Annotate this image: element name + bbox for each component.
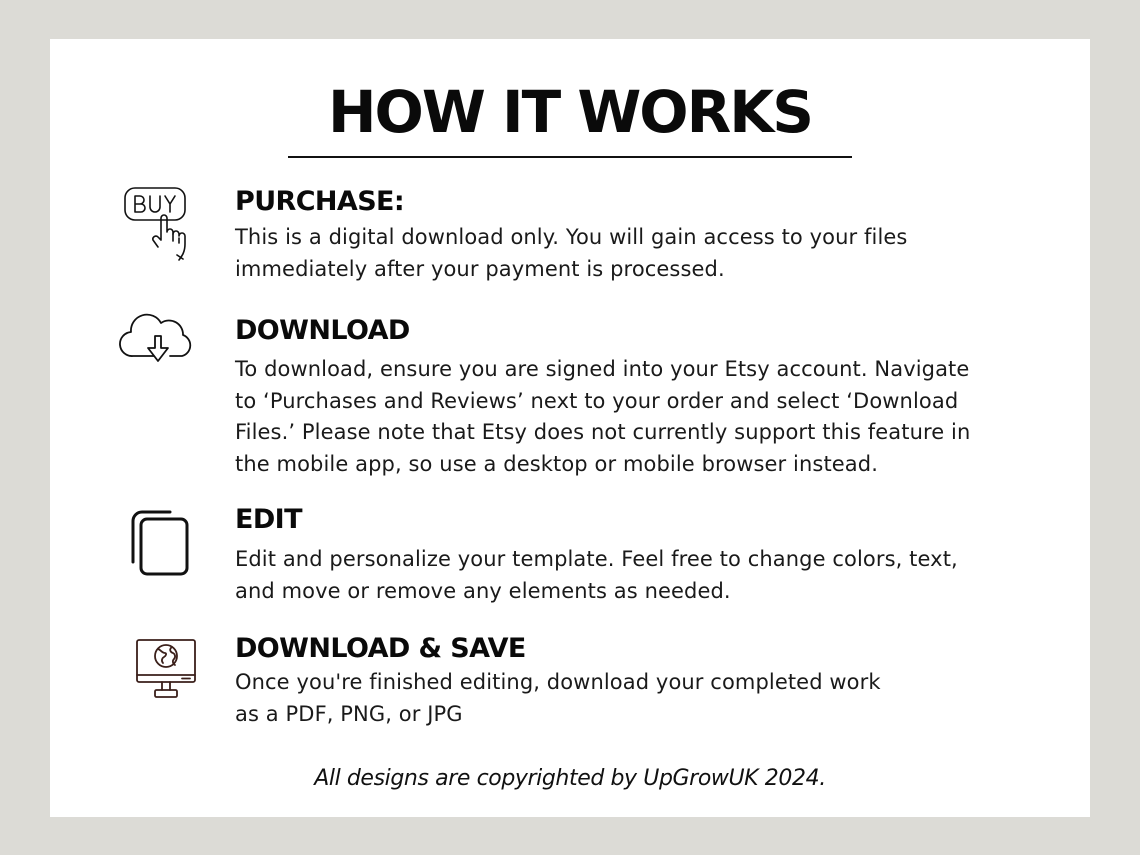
step-line: and move or remove any elements as needed. bbox=[235, 578, 731, 603]
step-line: To download, ensure you are signed into your Etsy account. Navigate bbox=[235, 357, 970, 381]
copyright-notice: All designs are copyrighted by UpGrowUK 2024. bbox=[314, 766, 826, 791]
cloud-download-icon bbox=[118, 311, 194, 367]
step-line: the mobile app, so use a desktop or mobile browser instead. bbox=[235, 451, 878, 476]
step-heading-download-save: DOWNLOAD & SAVE bbox=[235, 633, 526, 664]
step-heading-edit: EDIT bbox=[235, 504, 302, 535]
step-line: Files.’ Please note that Etsy does not currently support this feature in bbox=[235, 420, 971, 445]
step-line: immediately after your payment is processed. bbox=[235, 256, 725, 281]
step-line: to ‘Purchases and Reviews’ next to your order and select ‘Download bbox=[235, 388, 959, 413]
step-text-download-save bbox=[235, 667, 881, 730]
step-heading-download: DOWNLOAD bbox=[235, 315, 410, 346]
step-line: Once you're finished editing, download your completed work bbox=[235, 670, 881, 694]
buy-button-icon bbox=[122, 185, 198, 265]
step-text-purchase bbox=[235, 222, 907, 285]
step-text-edit bbox=[235, 544, 958, 607]
page-title: HOW IT WORKS bbox=[327, 78, 812, 146]
step-line: This is a digital download only. You will gain access to your files bbox=[235, 225, 908, 249]
title-underline bbox=[288, 156, 852, 158]
step-text-download bbox=[235, 354, 970, 480]
step-heading-purchase: PURCHASE: bbox=[235, 186, 405, 217]
desktop-globe-icon bbox=[134, 637, 198, 701]
copy-pages-icon bbox=[128, 507, 194, 579]
step-line: as a PDF, PNG, or JPG bbox=[235, 701, 463, 726]
info-card bbox=[50, 39, 1090, 817]
step-line: Edit and personalize your template. Feel free to change colors, text, bbox=[235, 547, 958, 571]
